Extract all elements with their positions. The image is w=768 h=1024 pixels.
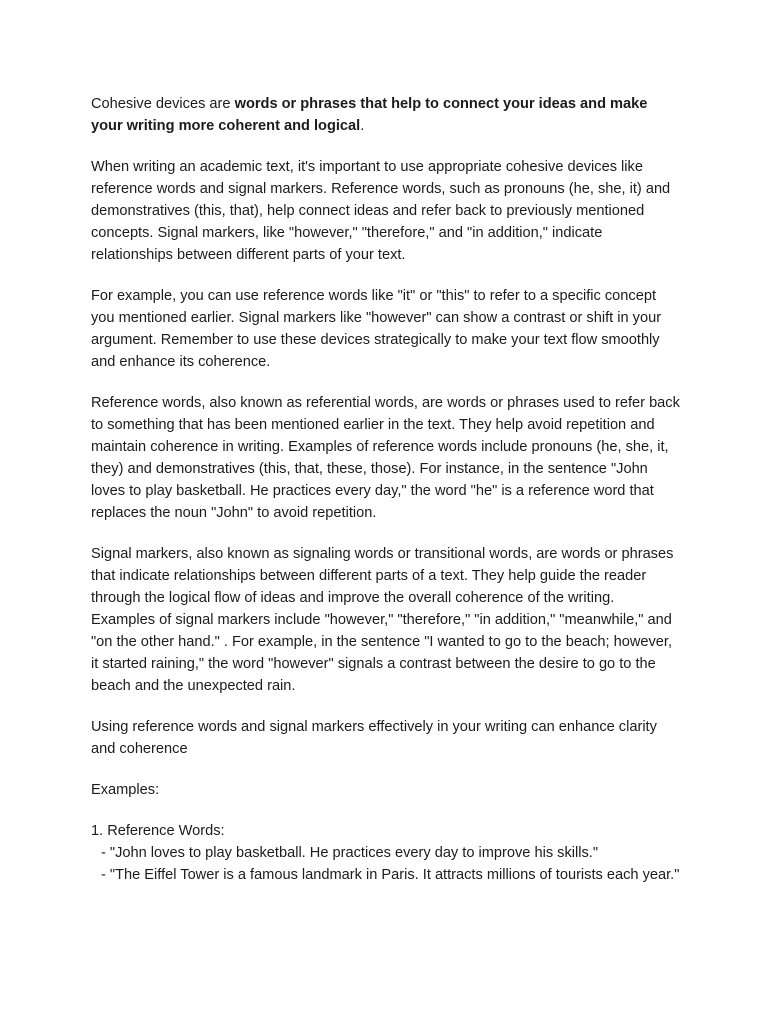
list-title: 1. Reference Words: [91,823,225,839]
paragraph-signal-markers: Signal markers, also known as signaling words or transitional words, are words or phrases that indicate relationships between different parts of a text. They help guide the reader through the logical flow of ideas and improve the overall coherence of the writing. Examples of signal markers include "however," "therefore," "in addition," "meanwhile," and "on the other hand." . For example, in the sentence "I wanted to go to the beach; however, it started raining," the word "however" signals a contrast between the desire to go to the beach and the unexpected rain. [91,546,674,694]
list-item: - "John loves to play basketball. He practices every day to improve his skills." [101,845,599,861]
intro-bold-definition: words or phrases that help to connect your ideas and make your writing more coherent and logical [91,96,648,134]
paragraph-reference-words: Reference words, also known as referential words, are words or phrases used to refer back to something that has been mentioned earlier in the text. They help avoid repetition and maintain coherence in writing. Examples of reference words include pronouns (he, she, it, they) and demonstratives (this, that, these, those). For instance, in the sentence "John loves to play basketball. He practices every day," the word "he" is a reference word that replaces the noun "John" to avoid repetition. [91,395,680,521]
paragraph-using-effectively: Using reference words and signal markers effectively in your writing can enhance clarity and coherence [91,719,657,757]
document-page [91,93,681,886]
intro-tail: . [360,118,365,134]
examples-heading: Examples: [91,782,160,798]
intro-lead: Cohesive devices are [91,96,235,112]
intro-paragraph [91,93,681,137]
reference-words-list [91,820,681,886]
paragraph-academic-text: When writing an academic text, it's important to use appropriate cohesive devices like reference words and signal markers. Reference words, such as pronouns (he, she, it) and demonstratives (this, that), help connect ideas and refer back to previously mentioned concepts. Signal markers, like "however," "therefore," and "in addition," indicate relationships between different parts of your text. [91,159,671,263]
list-item: - "The Eiffel Tower is a famous landmark in Paris. It attracts millions of tourists each year." [101,867,680,883]
paragraph-for-example: For example, you can use reference words like "it" or "this" to refer to a specific concept you mentioned earlier. Signal markers like "however" can show a contrast or shift in your argument. Remember to use these devices strategically to make your text flow smoothly and enhance its coherence. [91,288,662,370]
